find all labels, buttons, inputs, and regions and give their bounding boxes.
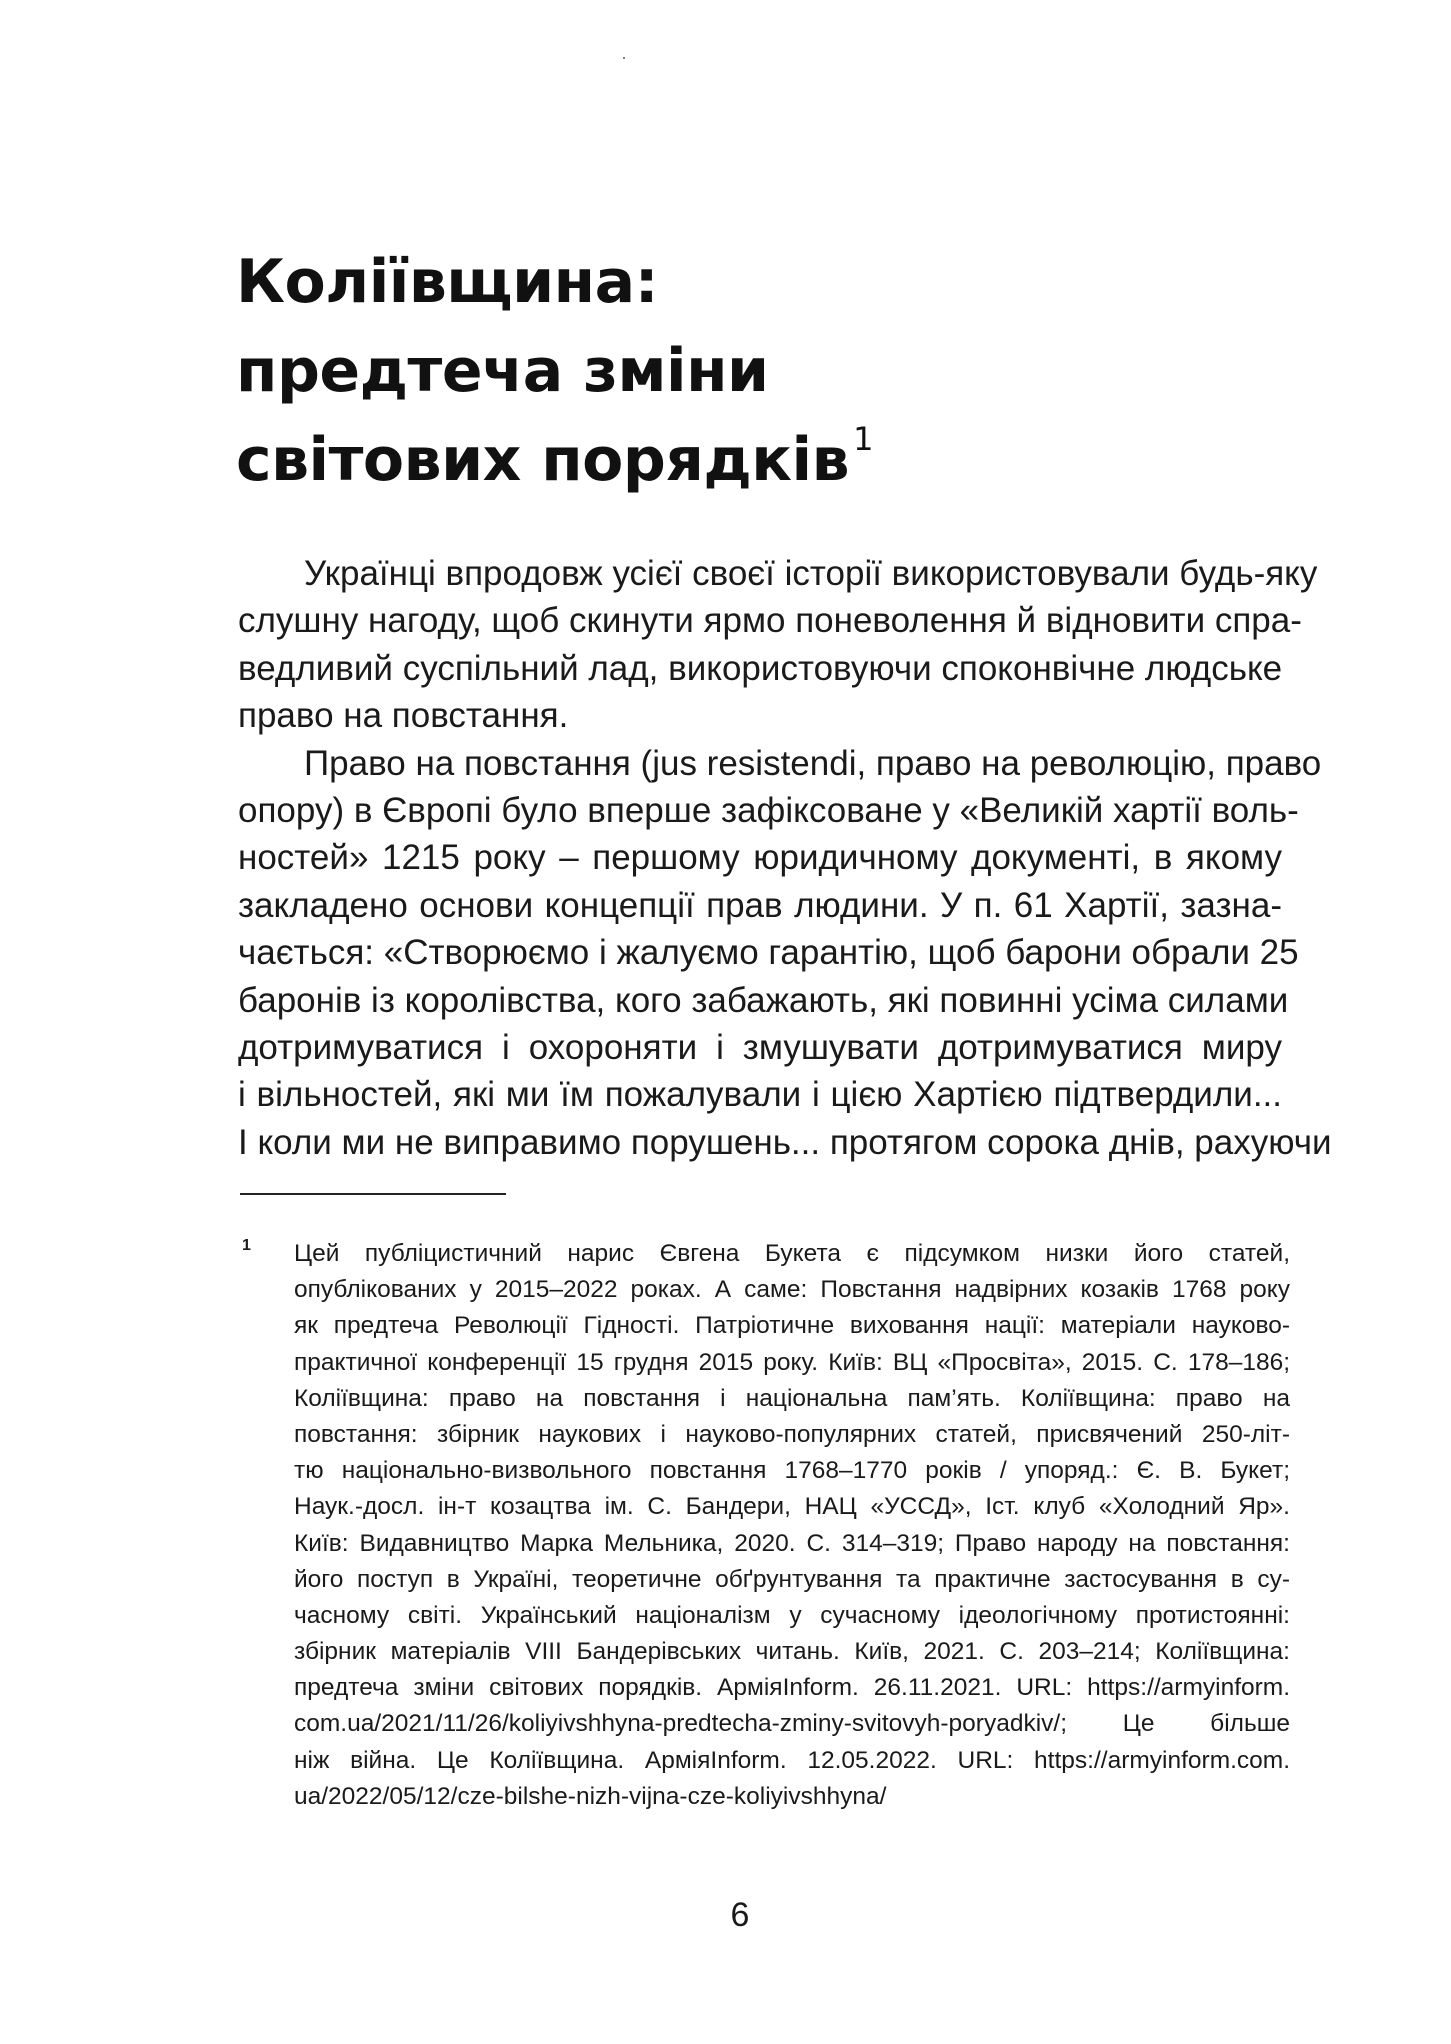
footnote-line: його поступ в Україні, теоретичне обґрунтування та практичне застосування в су- bbox=[294, 1565, 1290, 1593]
title-line-3 bbox=[236, 416, 1236, 505]
footnote-line: предтеча зміни світових порядків. АрміяInform. 26.11.2021. URL: https://armyinform. bbox=[294, 1674, 1290, 1702]
footnote-line: повстання: збірник наукових і науково-популярних статей, присвячений 250-літ- bbox=[294, 1420, 1290, 1448]
footnote-line: com.ua/2021/11/26/koliyivshhyna-predtecha-zminy-svitovyh-poryadkiv/; Це більше bbox=[294, 1710, 1290, 1738]
body-line: І коли ми не виправимо порушень... протягом сорока днів, рахуючи bbox=[238, 1122, 1332, 1162]
footnote bbox=[240, 1236, 1290, 1815]
print-speck bbox=[623, 57, 625, 59]
title-line-1: Коліївщина: bbox=[236, 247, 659, 317]
footnote-line: Наук.-досл. ін-т козацтва ім. С. Бандери, НАЦ «УССД», Іст. клуб «Холодний Яр». bbox=[294, 1493, 1290, 1521]
footnote-line: ніж війна. Це Коліївщина. АрміяInform. 12.05.2022. URL: https://armyinform.com. bbox=[294, 1746, 1290, 1774]
page-number: 6 bbox=[730, 1896, 750, 1934]
footnote-line: часному світі. Український націоналізм у сучасному ідеологічному протистоянні: bbox=[294, 1601, 1290, 1629]
body-line: Українці впродовж усієї своєї історії використовували будь-яку bbox=[304, 554, 1318, 593]
body-line: ведливий суспільний лад, використовуючи споконвічне людське bbox=[238, 648, 1283, 688]
chapter-title bbox=[236, 238, 1236, 505]
footnote-line: Цей публіцистичний нарис Євгена Букета є підсумком низки його статей, bbox=[294, 1240, 1290, 1267]
footnote-marker: 1 bbox=[242, 1237, 251, 1254]
title-line-2: предтеча зміни bbox=[236, 336, 769, 406]
footnote-divider bbox=[240, 1193, 506, 1195]
footnote-line: практичної конференції 15 грудня 2015 року. Київ: ВЦ «Просвіта», 2015. С. 178–186; bbox=[294, 1348, 1290, 1376]
footnote-line: збірник матеріалів VIII Бандерівських читань. Київ, 2021. С. 203–214; Коліївщина: bbox=[294, 1638, 1290, 1666]
footnote-line: ua/2022/05/12/cze-bilshe-nizh-vijna-cze-koliyivshhyna/ bbox=[294, 1782, 887, 1810]
footnote-line: Київ: Видавництво Марка Мельника, 2020. С. 314–319; Право народу на повстання: bbox=[294, 1529, 1290, 1557]
body-line: баронів із королівства, кого забажають, які повинні усіма силами bbox=[238, 980, 1289, 1020]
body-line: ностей» 1215 року – першому юридичному документі, в якому bbox=[238, 838, 1282, 878]
title-line-3-text: світових порядків bbox=[236, 425, 850, 495]
title-footnote-ref[interactable]: 1 bbox=[853, 420, 873, 458]
body-line: слушну нагоду, щоб скинути ярмо поневолення й відновити спра- bbox=[238, 601, 1302, 641]
footnote-line: Коліївщина: право на повстання і національна пам’ять. Коліївщина: право на bbox=[294, 1384, 1290, 1412]
body-line: право на повстання. bbox=[238, 696, 569, 736]
body-line: дотримуватися і охороняти і змушувати дотримуватися миру bbox=[238, 1027, 1282, 1067]
footnote-line: тю національно-визвольного повстання 1768–1770 років / упоряд.: Є. В. Букет; bbox=[294, 1457, 1290, 1485]
body-line: закладено основи концепції прав людини. У п. 61 Хартії, зазна- bbox=[238, 885, 1282, 925]
footnote-line: як предтеча Революції Гідності. Патріотичне виховання нації: матеріали науково- bbox=[294, 1312, 1290, 1340]
body-line: чається: «Створюємо і жалуємо гарантію, щоб барони обрали 25 bbox=[238, 933, 1299, 973]
body-text bbox=[238, 550, 1332, 1166]
footnote-line: опублікованих у 2015–2022 роках. А саме: Повстання надвірних козаків 1768 року bbox=[294, 1276, 1290, 1304]
body-line: і вільностей, які ми їм пожалували і цією Хартією підтвердили... bbox=[238, 1075, 1282, 1115]
body-line: опору) в Європі було вперше зафіксоване у «Великій хартії воль- bbox=[238, 790, 1299, 830]
body-line: Право на повстання (jus resistendi, право на революцію, право bbox=[304, 743, 1322, 783]
